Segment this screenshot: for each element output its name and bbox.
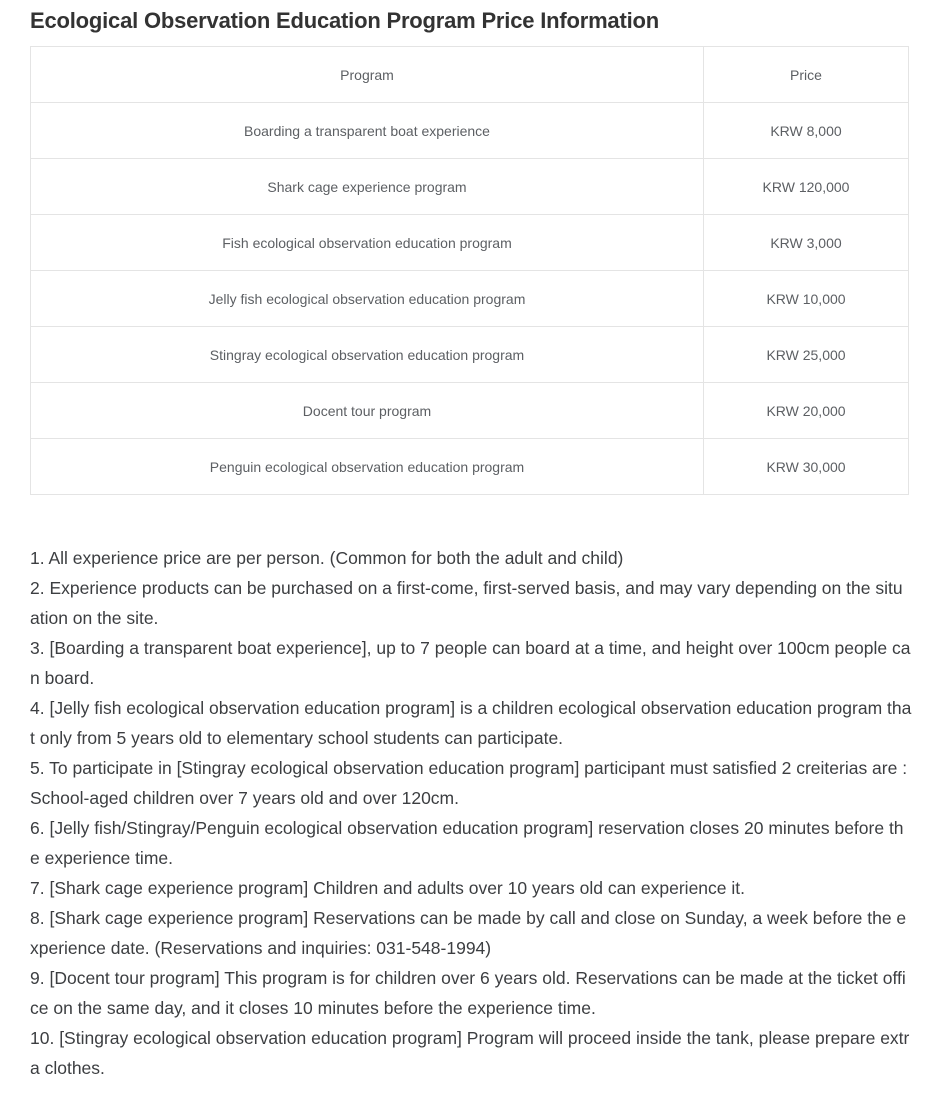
price-cell: KRW 3,000 [704, 215, 909, 271]
column-header-price: Price [704, 47, 909, 103]
table-row [31, 103, 909, 159]
table-row [31, 159, 909, 215]
program-cell: Docent tour program [31, 383, 704, 439]
note-item: 8. [Shark cage experience program] Reservations can be made by call and close on Sunday, a week before the experience date. (Reservations and inquiries: 031-548-1994) [30, 908, 907, 958]
page-title: Ecological Observation Education Program Price Information [30, 8, 659, 33]
table-row [31, 327, 909, 383]
program-cell: Shark cage experience program [31, 159, 704, 215]
program-cell: Stingray ecological observation education program [31, 327, 704, 383]
program-cell: Fish ecological observation education program [31, 215, 704, 271]
note-item: 10. [Stingray ecological observation education program] Program will proceed inside the tank, please prepare extra clothes. [30, 1028, 910, 1078]
note-item: 3. [Boarding a transparent boat experience], up to 7 people can board at a time, and height over 100cm people can board. [30, 638, 911, 688]
notes-section [30, 543, 912, 1083]
price-cell: KRW 20,000 [704, 383, 909, 439]
note-item: 2. Experience products can be purchased on a first-come, first-served basis, and may vary depending on the situation on the site. [30, 578, 903, 628]
program-cell: Boarding a transparent boat experience [31, 103, 704, 159]
table-row [31, 439, 909, 495]
price-cell: KRW 8,000 [704, 103, 909, 159]
column-header-program: Program [31, 47, 704, 103]
price-cell: KRW 10,000 [704, 271, 909, 327]
table-row [31, 271, 909, 327]
price-cell: KRW 120,000 [704, 159, 909, 215]
note-item: 7. [Shark cage experience program] Children and adults over 10 years old can experience it. [30, 878, 745, 898]
note-item: 6. [Jelly fish/Stingray/Penguin ecological observation education program] reservation closes 20 minutes before the experience time. [30, 818, 904, 868]
note-item: 4. [Jelly fish ecological observation education program] is a children ecological observation education program that only from 5 years old to elementary school students can participate. [30, 698, 912, 748]
table-row [31, 215, 909, 271]
note-item: 9. [Docent tour program] This program is for children over 6 years old. Reservations can be made at the ticket office on the same day, and it closes 10 minutes before the experience time. [30, 968, 906, 1018]
program-cell: Penguin ecological observation education program [31, 439, 704, 495]
note-item: 1. All experience price are per person. (Common for both the adult and child) [30, 548, 624, 568]
table-row [31, 383, 909, 439]
price-table [30, 46, 909, 495]
table-header-row [31, 47, 909, 103]
program-cell: Jelly fish ecological observation education program [31, 271, 704, 327]
note-item: 5. To participate in [Stingray ecological observation education program] participant must satisfied 2 creiterias are : School-aged children over 7 years old and over 120cm. [30, 758, 908, 808]
price-cell: KRW 30,000 [704, 439, 909, 495]
price-cell: KRW 25,000 [704, 327, 909, 383]
